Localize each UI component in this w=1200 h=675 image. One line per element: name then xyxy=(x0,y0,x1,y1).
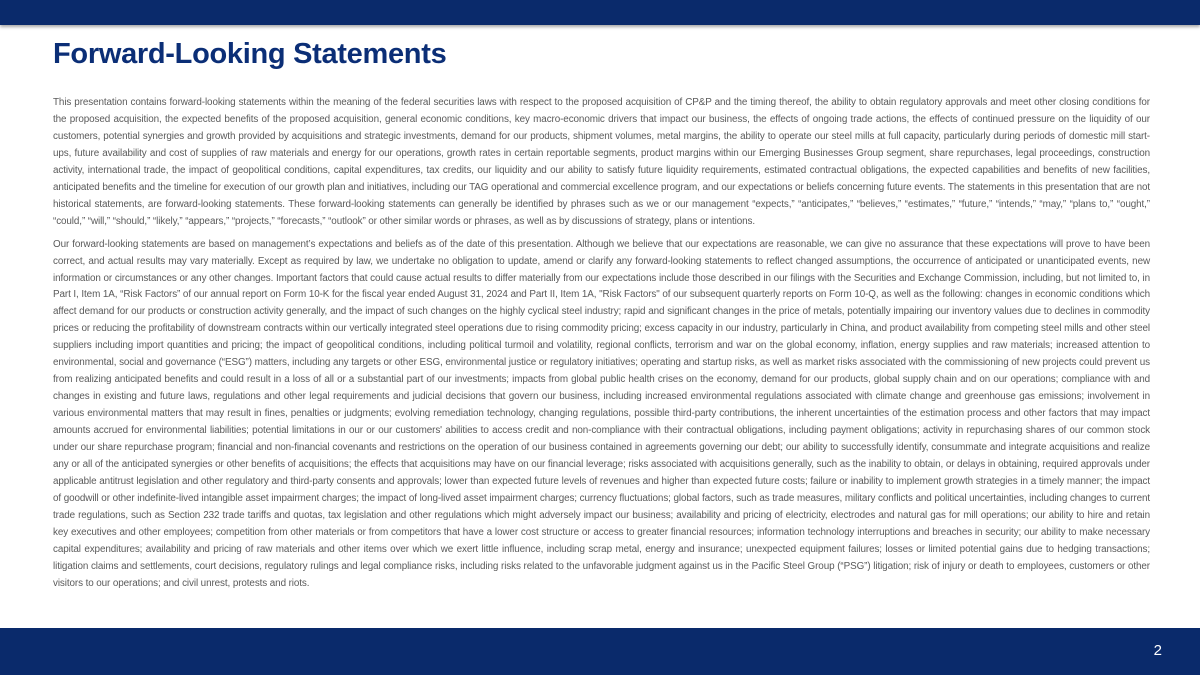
paragraph-intro: This presentation contains forward-looking statements within the meaning of the federal securities laws with respect to the proposed acquisition of CP&P and the timing thereof, the ability to obtain regulatory approvals and meet other closing conditions for the proposed acquisition, the expected benefits of the proposed acquisition, general economic conditions, key macro-economic drivers that impact our business, the effects of ongoing trade actions, the effects of continued pressure on the liquidity of our customers, potential synergies and growth provided by acquisitions and strategic investments, demand for our products, shipment volumes, metal margins, the ability to operate our steel mills at full capacity, particularly during periods of domestic mill start-ups, future availability and cost of supplies of raw materials and energy for our operations, growth rates in certain reportable segments, product margins within our Emerging Businesses Group segment, share repurchases, legal proceedings, construction activity, international trade, the impact of geopolitical conditions, capital expenditures, tax credits, our liquidity and our ability to satisfy future liquidity requirements, estimated contractual obligations, the expected capabilities and benefits of new facilities, anticipated benefits and the timeline for execution of our growth plan and initiatives, including our TAG operational and commercial excellence program, and our expectations or beliefs concerning future events. The statements in this presentation that are not historical statements, are forward-looking statements. These forward-looking statements can generally be identified by phrases such as we or our management “expects,” “anticipates,” “believes,” “estimates,” “future,” “intends,” “may,” “plans to,” “ought,” “could,” “will,” “should,” “likely,” “appears,” “projects,” “forecasts,” “outlook” or other similar words or phrases, as well as by discussions of strategy, plans or intentions. xyxy=(53,97,1150,227)
top-banner-bar xyxy=(0,0,1200,25)
footer-bar xyxy=(0,628,1200,675)
paragraph-risk-factors: Our forward-looking statements are based on management’s expectations and beliefs as of the date of this presentation. Although we believe that our expectations are reasonable, we can give no assurance that these expectations will prove to have been correct, and actual results may vary materially. Except as required by law, we undertake no obligation to update, amend or clarify any forward-looking statements to reflect changed assumptions, the occurrence of anticipated or unanticipated events, new information or circumstances or any other changes. Important factors that could cause actual results to differ materially from our expectations include those described in our filings with the Securities and Exchange Commission, including, but not limited to, in Part I, Item 1A, “Risk Factors” of our annual report on Form 10-K for the fiscal year ended August 31, 2024 and Part II, Item 1A, "Risk Factors" of our subsequent quarterly reports on Form 10-Q, as well as the following: changes in economic conditions which affect demand for our products or construction activity generally, and the impact of such changes on the highly cyclical steel industry; rapid and significant changes in the price of metals, potentially impairing our inventory values due to declines in commodity prices or reducing the profitability of downstream contracts within our vertically integrated steel operations due to rising commodity pricing; excess capacity in our industry, particularly in China, and product availability from competing steel mills and other steel suppliers including import quantities and pricing; the impact of geopolitical conditions, including political turmoil and volatility, regional conflicts, terrorism and war on the global economy, inflation, energy supplies and raw materials; increased attention to environmental, social and governance (“ESG”) matters, including any targets or other ESG, environmental justice or regulatory initiatives; operating and startup risks, as well as market risks associated with the commissioning of new projects could prevent us from realizing anticipated benefits and could result in a loss of all or a substantial part of our investments; impacts from global public health crises on the economy, demand for our products, global supply chain and on our operations; compliance with and changes in existing and future laws, regulations and other legal requirements and judicial decisions that govern our business, including increased environmental regulations associated with climate change and greenhouse gas emissions; involvement in various environmental matters that may result in fines, penalties or judgments; evolving remediation technology, changing regulations, possible third-party contributions, the inherent uncertainties of the estimation process and other factors that may impact amounts accrued for environmental liabilities; potential limitations in our or our customers' abilities to access credit and non-compliance with their contractual obligations, including payment obligations; activity in repurchasing shares of our common stock under our share repurchase program; financial and non-financial covenants and restrictions on the operation of our business contained in agreements governing our debt; our ability to successfully identify, consummate and integrate acquisitions and realize any or all of the anticipated synergies or other benefits of acquisitions; the effects that acquisitions may have on our financial leverage; risks associated with acquisitions generally, such as the inability to obtain, or delays in obtaining, required approvals under applicable antitrust legislation and other regulatory and third-party consents and approvals; lower than expected future levels of revenues and higher than expected future costs; failure or inability to implement growth strategies in a timely manner; the impact of goodwill or other indefinite-lived intangible asset impairment charges; the impact of long-lived asset impairment charges; currency fluctuations; global factors, such as trade measures, military conflicts and political uncertainties, including changes to current trade regulations, such as Section 232 trade tariffs and quotas, tax legislation and other regulations which might adversely impact our business; availability and pricing of electricity, electrodes and natural gas for mill operations; our ability to hire and retain key executives and other employees; competition from other materials or from competitors that have a lower cost structure or access to greater financial resources; information technology interruptions and breaches in security; our ability to make necessary capital expenditures; availability and pricing of raw materials and other items over which we exert little influence, including scrap metal, energy and insurance; unexpected equipment failures; losses or limited potential gains due to hedging transactions; litigation claims and settlements, court decisions, regulatory rulings and legal compliance risks, including risks related to the unfavorable judgment against us in the Pacific Steel Group (“PSG”) litigation; risk of injury or death to employees, customers or other visitors to our operations; and civil unrest, protests and riots. xyxy=(53,238,1150,589)
statement-body xyxy=(53,95,1150,593)
page-number: 2 xyxy=(1153,642,1162,659)
slide-title: Forward-Looking Statements xyxy=(53,38,447,70)
